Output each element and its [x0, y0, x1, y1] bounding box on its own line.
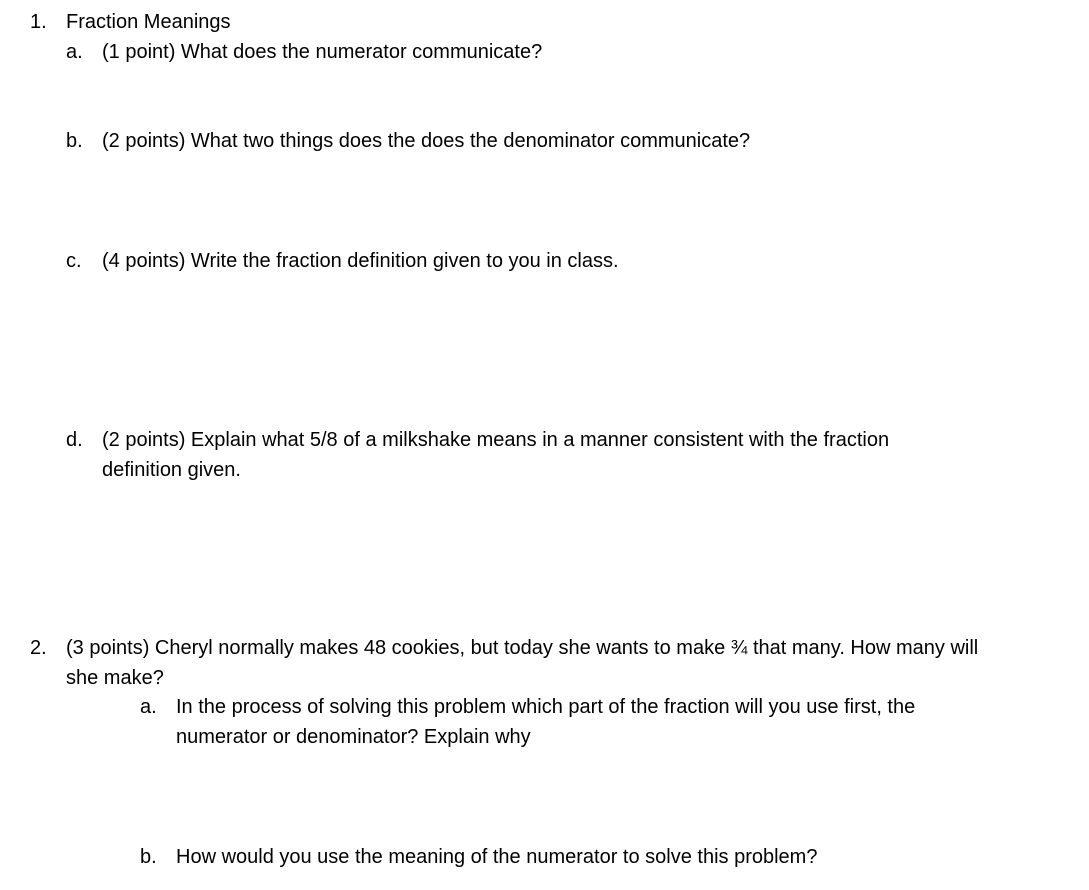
question-1c-marker: c.	[66, 250, 82, 272]
question-2b-text: How would you use the meaning of the numerator to solve this problem?	[176, 846, 818, 868]
question-2b-marker: b.	[140, 846, 157, 868]
question-1b-marker: b.	[66, 130, 83, 152]
question-1-number: 1.	[30, 11, 47, 33]
question-1d-line-1: (2 points) Explain what 5/8 of a milkshake means in a manner consistent with the fraction	[102, 429, 890, 451]
question-1d-marker: d.	[66, 429, 83, 451]
question-1a-marker: a.	[66, 41, 83, 63]
question-2-number: 2.	[30, 637, 47, 659]
question-1c-text: (4 points) Write the fraction definition given to you in class.	[102, 250, 619, 272]
question-1d-line-2: definition given.	[102, 459, 241, 481]
question-2-line-1: (3 points) Cheryl normally makes 48 cookies, but today she wants to make ¾ that many. How many will	[66, 637, 979, 659]
question-2a-line-1: In the process of solving this problem which part of the fraction will you use first, the	[176, 696, 916, 718]
question-2a-marker: a.	[140, 696, 157, 718]
question-1b-text: (2 points) What two things does the does the denominator communicate?	[102, 130, 751, 152]
question-1a-text: (1 point) What does the numerator communicate?	[102, 41, 543, 63]
question-1-title: Fraction Meanings	[66, 11, 231, 33]
question-2-line-2: she make?	[66, 667, 164, 689]
question-2a-line-2: numerator or denominator? Explain why	[176, 726, 531, 748]
